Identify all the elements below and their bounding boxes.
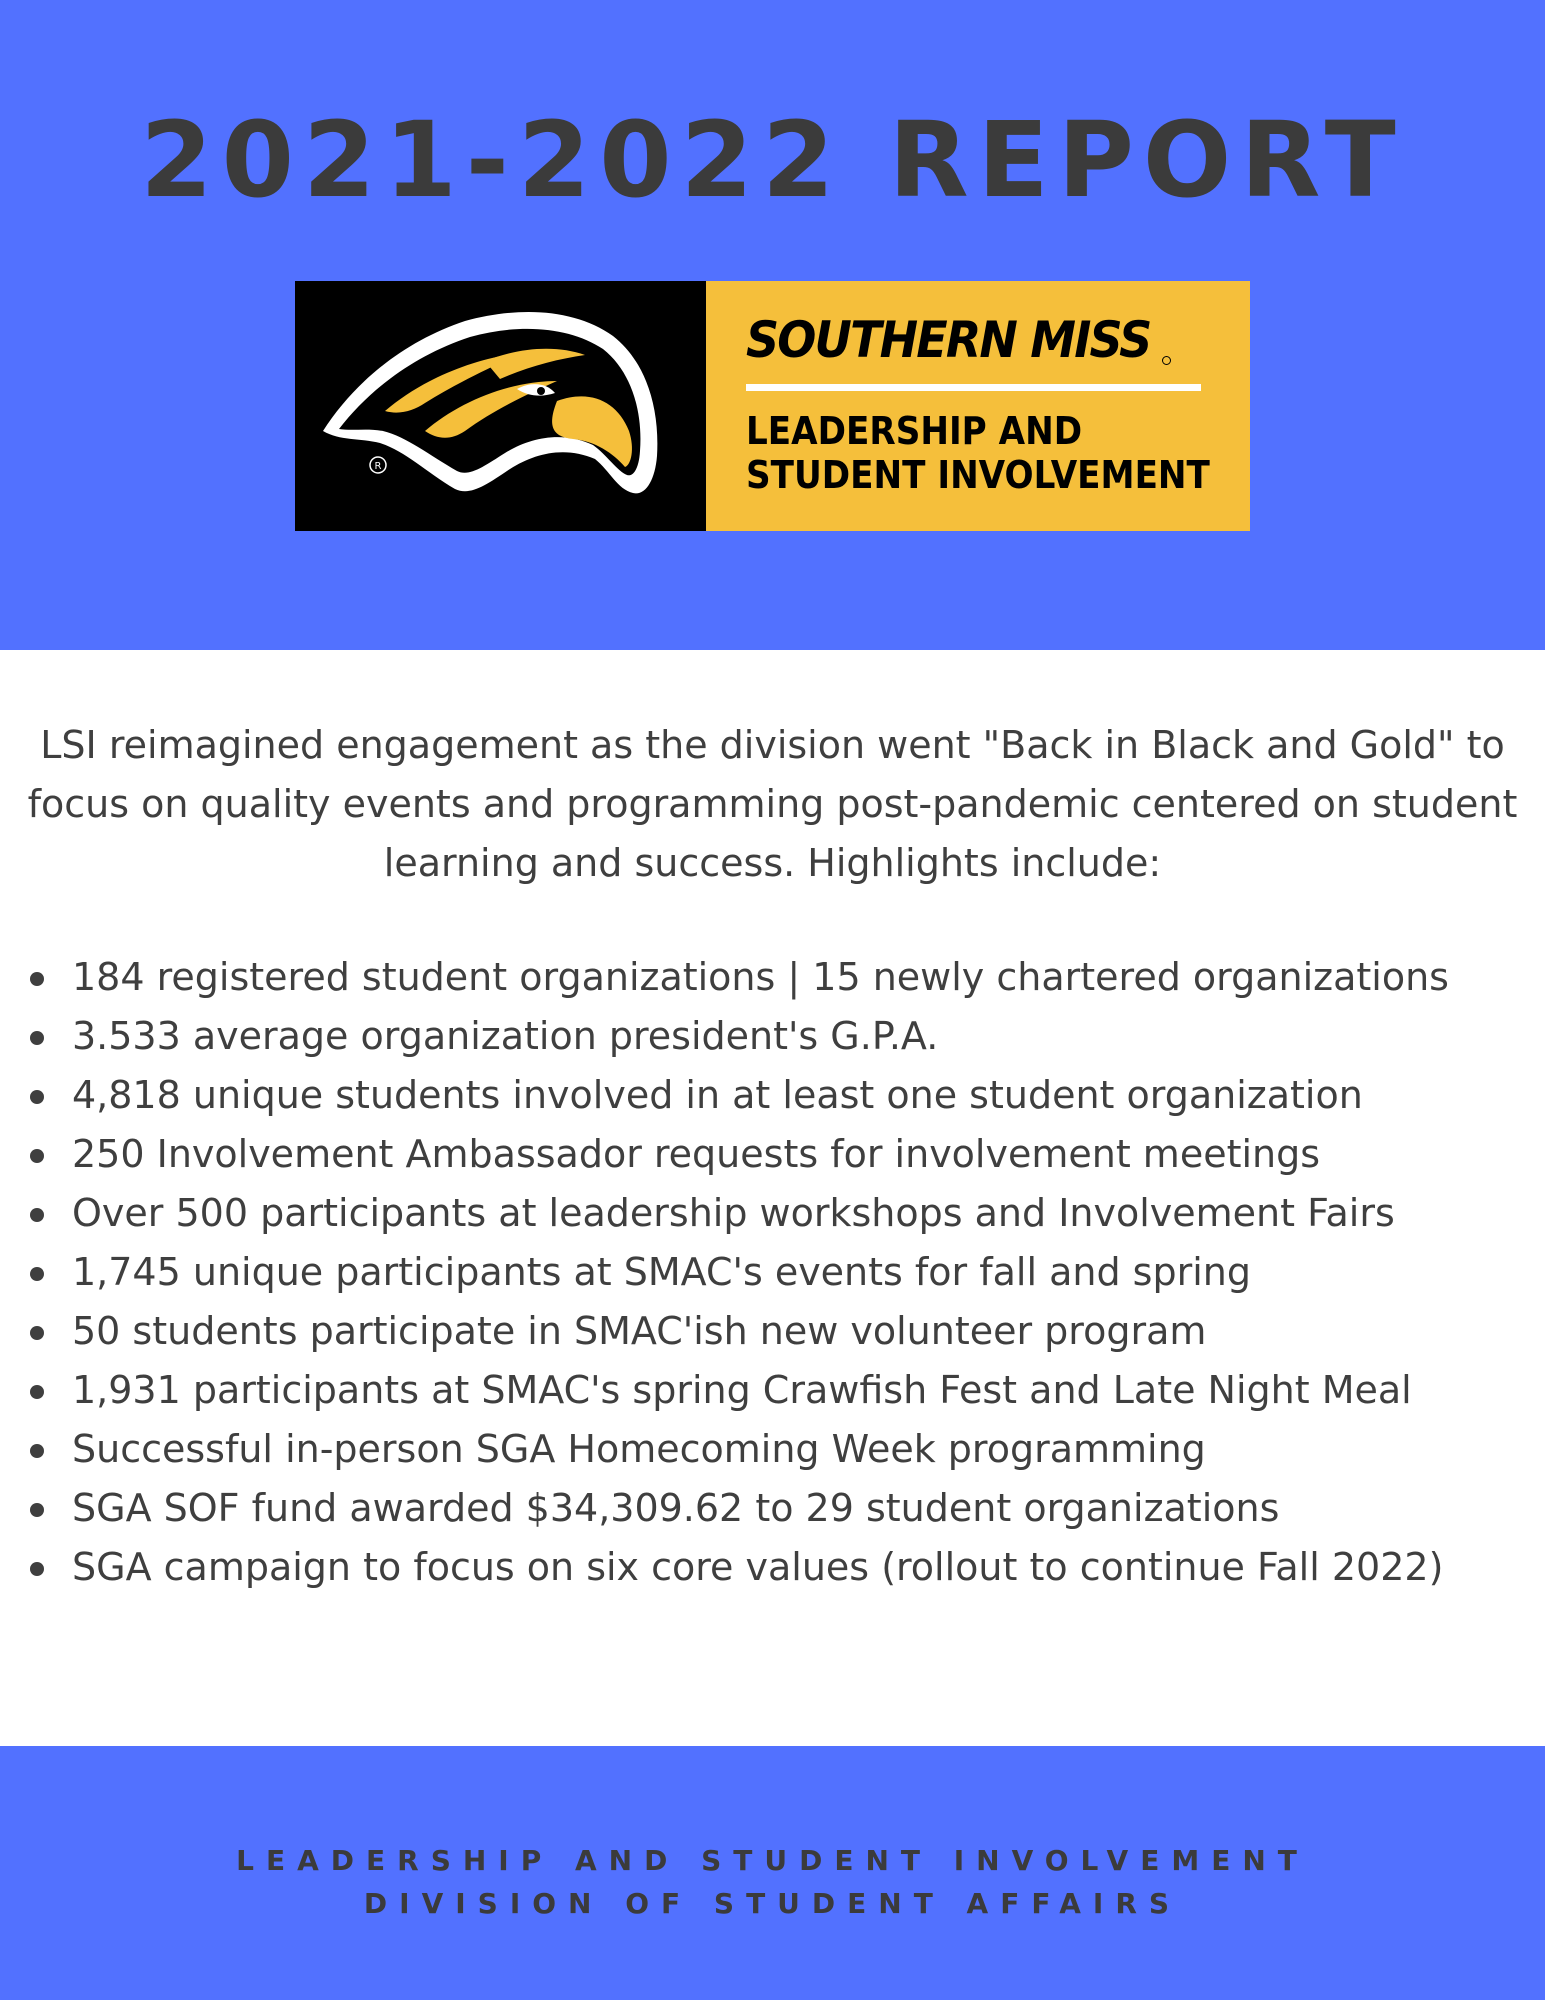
highlight-text: SGA SOF fund awarded $34,309.62 to 29 student organizations	[72, 1486, 1280, 1530]
bullet-icon	[30, 972, 44, 986]
highlight-text: 184 registered student organizations | 15 newly chartered organizations	[72, 955, 1449, 999]
bullet-icon	[30, 1031, 44, 1045]
highlight-text: 4,818 unique students involved in at least one student organization	[72, 1073, 1363, 1117]
highlight-text: Over 500 participants at leadership workshops and Involvement Fairs	[72, 1191, 1395, 1235]
logo-eagle-panel	[295, 281, 706, 531]
highlight-item	[30, 1538, 1535, 1597]
bullet-icon	[30, 1326, 44, 1340]
logo-brand-text: SOUTHERN MISS	[746, 311, 1151, 369]
highlight-item	[30, 1420, 1535, 1479]
highlight-text: 1,931 participants at SMAC's spring Crawfish Fest and Late Night Meal	[72, 1368, 1412, 1412]
highlight-item	[30, 1066, 1535, 1125]
footer-department: LEADERSHIP AND STUDENT INVOLVEMENT	[236, 1844, 1309, 1877]
logo-unit-line1: LEADERSHIP AND	[746, 409, 1083, 453]
highlight-item	[30, 1302, 1535, 1361]
golden-eagle-icon	[295, 281, 706, 531]
highlight-item	[30, 948, 1535, 1007]
bullet-icon	[30, 1385, 44, 1399]
bullet-icon	[30, 1267, 44, 1281]
bullet-icon	[30, 1444, 44, 1458]
bullet-icon	[30, 1090, 44, 1104]
highlight-item	[30, 1243, 1535, 1302]
highlight-text: 3.533 average organization president's G.P.A.	[72, 1014, 939, 1058]
highlight-text: Successful in-person SGA Homecoming Week programming	[72, 1427, 1206, 1471]
southern-miss-lsi-logo	[295, 281, 1250, 531]
highlight-item	[30, 1361, 1535, 1420]
report-title: 2021-2022 REPORT	[140, 99, 1405, 221]
highlight-item	[30, 1479, 1535, 1538]
bullet-icon	[30, 1562, 44, 1576]
logo-wordmark-panel	[706, 281, 1250, 531]
highlights-list	[30, 948, 1535, 1597]
logo-unit-line2: STUDENT INVOLVEMENT	[746, 453, 1210, 497]
intro-paragraph: LSI reimagined engagement as the division went "Back in Black and Gold" to focus on quality events and programming post-pandemic centered on student learning and success. Highlights include:	[27, 723, 1518, 885]
highlight-text: 50 students participate in SMAC'ish new volunteer program	[72, 1309, 1207, 1353]
logo-divider	[746, 384, 1201, 391]
bullet-icon	[30, 1149, 44, 1163]
bullet-icon	[30, 1208, 44, 1222]
header-banner	[0, 0, 1545, 650]
registered-mark-icon	[1162, 356, 1171, 365]
highlight-item	[30, 1184, 1535, 1243]
highlight-text: 1,745 unique participants at SMAC's events for fall and spring	[72, 1250, 1251, 1294]
footer-banner	[0, 1746, 1545, 2000]
svg-text:R: R	[374, 461, 382, 472]
highlight-text: SGA campaign to focus on six core values (rollout to continue Fall 2022)	[72, 1545, 1444, 1589]
footer-division: DIVISION OF STUDENT AFFAIRS	[363, 1887, 1182, 1920]
bullet-icon	[30, 1503, 44, 1517]
highlight-text: 250 Involvement Ambassador requests for involvement meetings	[72, 1132, 1321, 1176]
logo-unit-text	[746, 409, 1210, 497]
highlight-item	[30, 1125, 1535, 1184]
highlight-item	[30, 1007, 1535, 1066]
